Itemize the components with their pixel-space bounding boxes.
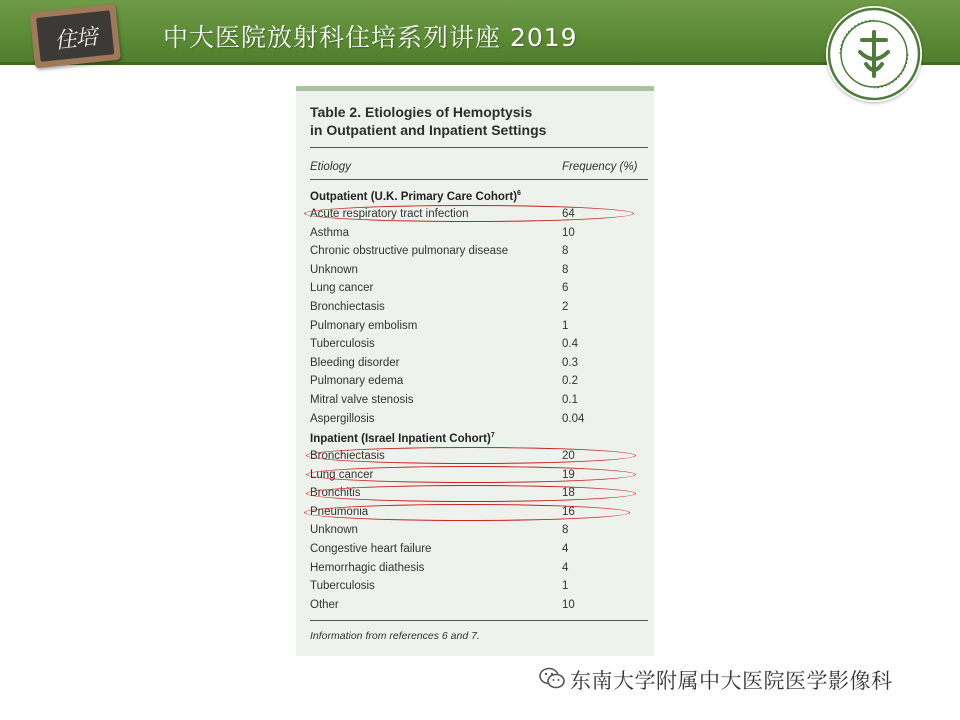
table-title xyxy=(310,103,640,139)
frequency-cell: 8 xyxy=(562,524,569,537)
etiology-cell: Pneumonia xyxy=(310,505,369,518)
frequency-cell: 8 xyxy=(562,245,569,258)
card-top-stripe xyxy=(296,86,654,91)
frequency-cell: 0.04 xyxy=(562,412,585,425)
inpatient-reference: 7 xyxy=(490,432,495,439)
table-row xyxy=(310,413,640,431)
etiology-cell: Bleeding disorder xyxy=(310,356,400,369)
chalkboard-surface xyxy=(36,10,114,61)
chalkboard-badge xyxy=(29,0,124,72)
frequency-cell: 4 xyxy=(562,543,569,555)
footer-rule xyxy=(310,620,648,621)
frequency-cell: 6 xyxy=(562,282,569,295)
table-row xyxy=(310,394,640,412)
chalkboard-frame xyxy=(30,4,121,69)
inpatient-heading xyxy=(310,432,495,445)
wechat-icon xyxy=(538,664,566,692)
etiology-cell: Pulmonary embolism xyxy=(310,319,418,332)
header-rule xyxy=(310,179,648,180)
column-header-etiology: Etiology xyxy=(310,161,351,173)
etiology-cell: Lung cancer xyxy=(310,282,374,295)
frequency-cell: 1 xyxy=(562,580,569,593)
column-header-frequency: Frequency (%) xyxy=(562,161,638,173)
table-title-line1: Table 2. Etiologies of Hemoptysis xyxy=(310,104,533,120)
etiology-cell: Bronchiectasis xyxy=(310,450,385,462)
highlight-ellipse-lung-cancer xyxy=(306,466,636,483)
hospital-seal-icon xyxy=(826,6,922,102)
frequency-cell: 0.4 xyxy=(562,338,578,351)
frequency-cell: 0.3 xyxy=(562,356,578,369)
table-row xyxy=(310,580,640,598)
table-row xyxy=(310,338,640,356)
etiology-cell: Other xyxy=(310,598,339,611)
table-row xyxy=(310,543,640,561)
frequency-cell: 19 xyxy=(562,468,575,481)
page-title: 中大医院放射科住培系列讲座 2019 xyxy=(163,23,578,52)
etiology-cell: Bronchitis xyxy=(310,487,361,500)
highlight-ellipse-acute-respiratory xyxy=(304,205,634,222)
frequency-cell: 0.1 xyxy=(562,394,578,406)
frequency-cell: 10 xyxy=(562,226,575,239)
table-row xyxy=(310,524,640,542)
table-row xyxy=(310,245,640,263)
etiology-cell: Lung cancer xyxy=(310,468,374,481)
frequency-cell: 64 xyxy=(562,208,575,220)
table-row xyxy=(310,282,640,300)
etiology-cell: Asthma xyxy=(310,226,349,239)
highlight-ellipse-bronchitis xyxy=(306,485,636,502)
frequency-cell: 20 xyxy=(562,450,575,462)
etiology-cell: Bronchiectasis xyxy=(310,301,385,313)
table-row xyxy=(310,320,640,338)
table-row xyxy=(310,599,640,617)
frequency-cell: 16 xyxy=(562,505,575,518)
frequency-cell: 4 xyxy=(562,561,569,574)
outpatient-reference: 6 xyxy=(517,190,521,197)
badge-text: 住培 xyxy=(53,24,98,55)
table-row xyxy=(310,375,640,393)
etiology-cell: Hemorrhagic diathesis xyxy=(310,561,425,574)
frequency-cell: 2 xyxy=(562,301,569,313)
outpatient-heading xyxy=(310,190,521,203)
frequency-cell: 8 xyxy=(562,263,569,276)
header-divider xyxy=(0,62,960,65)
frequency-cell: 18 xyxy=(562,487,575,500)
etiology-cell: Acute respiratory tract infection xyxy=(310,208,469,220)
table-row xyxy=(310,301,640,319)
etiology-cell: Unknown xyxy=(310,524,358,537)
hospital-logo xyxy=(826,6,922,102)
table-row xyxy=(310,562,640,580)
table-row xyxy=(310,227,640,245)
table-title-line2: in Outpatient and Inpatient Settings xyxy=(310,122,547,138)
frequency-cell: 10 xyxy=(562,598,575,611)
highlight-ellipse-pneumonia xyxy=(304,504,630,521)
etiology-cell: Pulmonary edema xyxy=(310,375,404,388)
table-card xyxy=(296,86,654,656)
highlight-ellipse-bronchiectasis xyxy=(306,447,636,464)
table-row xyxy=(310,357,640,375)
etiology-cell: Unknown xyxy=(310,263,358,276)
etiology-cell: Congestive heart failure xyxy=(310,543,432,555)
frequency-cell: 0.2 xyxy=(562,375,578,388)
etiology-cell: Aspergillosis xyxy=(310,412,375,425)
table-row xyxy=(310,264,640,282)
etiology-cell: Tuberculosis xyxy=(310,338,375,351)
etiology-cell: Tuberculosis xyxy=(310,580,375,593)
watermark-text: 东南大学附属中大医院医学影像科 xyxy=(570,669,893,693)
table-footnote: Information from references 6 and 7. xyxy=(310,630,480,642)
inpatient-heading-text: Inpatient (Israel Inpatient Cohort) xyxy=(310,432,491,445)
etiology-cell: Mitral valve stenosis xyxy=(310,394,414,406)
frequency-cell: 1 xyxy=(562,319,569,332)
etiology-cell: Chronic obstructive pulmonary disease xyxy=(310,245,509,258)
title-rule xyxy=(310,147,648,148)
outpatient-heading-text: Outpatient (U.K. Primary Care Cohort) xyxy=(310,190,518,203)
